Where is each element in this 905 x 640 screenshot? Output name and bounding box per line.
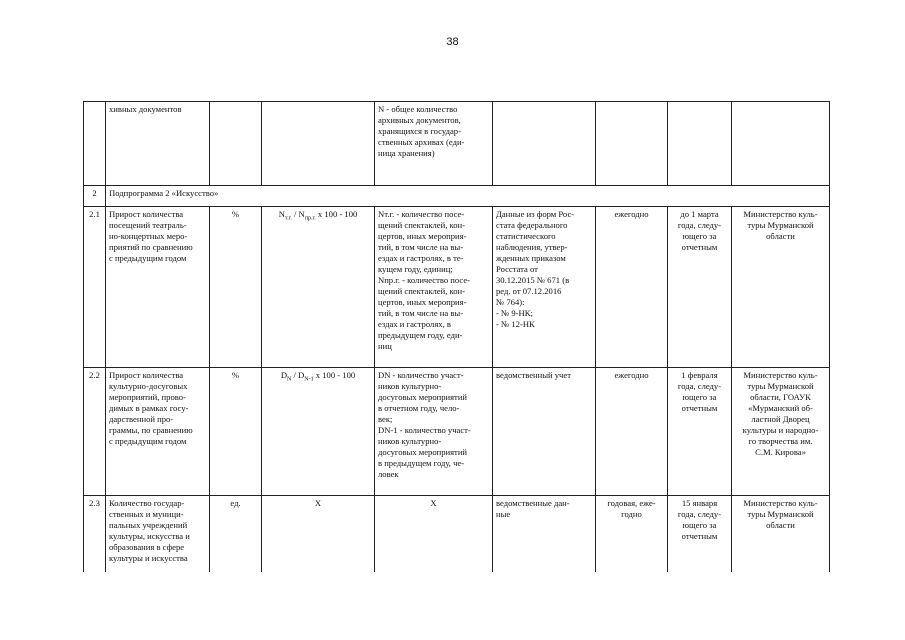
formula-sub: т.г. [284,215,292,222]
data-source: Данные из форм Рос- стата федерального статистического наблюдения, утвер- жденных приказом Росстата от 30.12.2015 № 671 (в ред. от 07.12.2016 № 764): - № 9-НК; - № 12-НК [493,207,596,368]
cell-description: N - общее количество архивных документов, хранящихся в государ- ственных архивах (еди- ница хранения) [375,102,493,186]
formula-divider: / N [291,209,305,219]
section-row [84,186,830,207]
table-row [84,496,830,573]
unit: ед. [210,496,262,573]
deadline: 15 января года, следу- ющего за отчетным [668,496,732,573]
cell-deadline [668,102,732,186]
cell-formula [262,102,375,186]
indicator-name: Количество государ- ственных и муници- пальных учреждений культуры, искусства и образования в сфере культуры и искусства [106,496,210,573]
unit: % [210,368,262,496]
cell-num [84,102,106,186]
deadline: до 1 марта года, следу- ющего за отчетным [668,207,732,368]
row-number: 2.3 [84,496,106,573]
table-row-continuation [84,102,830,186]
indicator-name: Прирост количества культурно-досуговых мероприятий, прово- димых в рамках госу- дарственной про- граммы, по сравнению с предыдущим годом [106,368,210,496]
description: DN - количество участ- ников культурно- досуговых мероприятий в отчетном году, чело- век; DN-1 - количество участ- ников культурно- досуговых мероприятий в предыдущем году, че- ловек [375,368,493,496]
row-number: 2.1 [84,207,106,368]
section-title: Подпрограмма 2 «Искусство» [106,186,830,207]
formula-var: D [280,370,288,380]
periodicity: ежегодно [596,368,668,496]
description: X [375,496,493,573]
formula-sub: пр.г. [304,215,316,222]
formula: X [262,496,375,573]
formula-divider: / D [291,370,305,380]
table-row [84,207,830,368]
periodicity: годовая, еже- годно [596,496,668,573]
cell-source [493,102,596,186]
formula [262,207,375,368]
responsible: Министерство куль- туры Мурманской области [732,496,830,573]
unit: % [210,207,262,368]
indicator-name: Прирост количества посещений театраль- но-концертных меро- приятий по сравнению с предыдущим годом [106,207,210,368]
cell-period [596,102,668,186]
formula-sub: N [287,376,292,383]
formula-var: N [278,209,285,219]
formula-tail: x 100 - 100 [313,370,356,380]
periodicity: ежегодно [596,207,668,368]
formula-sub: N-1 [304,376,314,383]
data-source: ведомственный учет [493,368,596,496]
page-number: 38 [446,36,459,48]
cell-unit [210,102,262,186]
row-number: 2.2 [84,368,106,496]
section-number: 2 [84,186,106,207]
description: Nт.г. - количество посе- щений спектаклей, кон- цертов, иных мероприя- тий, в том числе на вы- ездах и гастролях, в те- кущем году, единиц; Nпр.г. - количество посе- щений спектаклей, кон- цертов, иных мероприя- тий, в том числе на вы- ездах и гастролях, в предыдущем году, еди- ниц [375,207,493,368]
indicators-table [83,101,830,572]
cell-responsible [732,102,830,186]
deadline: 1 февраля года, следу- ющего за отчетным [668,368,732,496]
formula [262,368,375,496]
responsible: Министерство куль- туры Мурманской области [732,207,830,368]
data-source: ведомственные дан- ные [493,496,596,573]
table-row [84,368,830,496]
responsible: Министерство куль- туры Мурманской области, ГОАУК «Мурманский об- ластной Дворец культуры и народно- го творчества им. С.М. Кирова» [732,368,830,496]
cell-indicator-name: хивных документов [106,102,210,186]
formula-tail: x 100 - 100 [315,209,358,219]
